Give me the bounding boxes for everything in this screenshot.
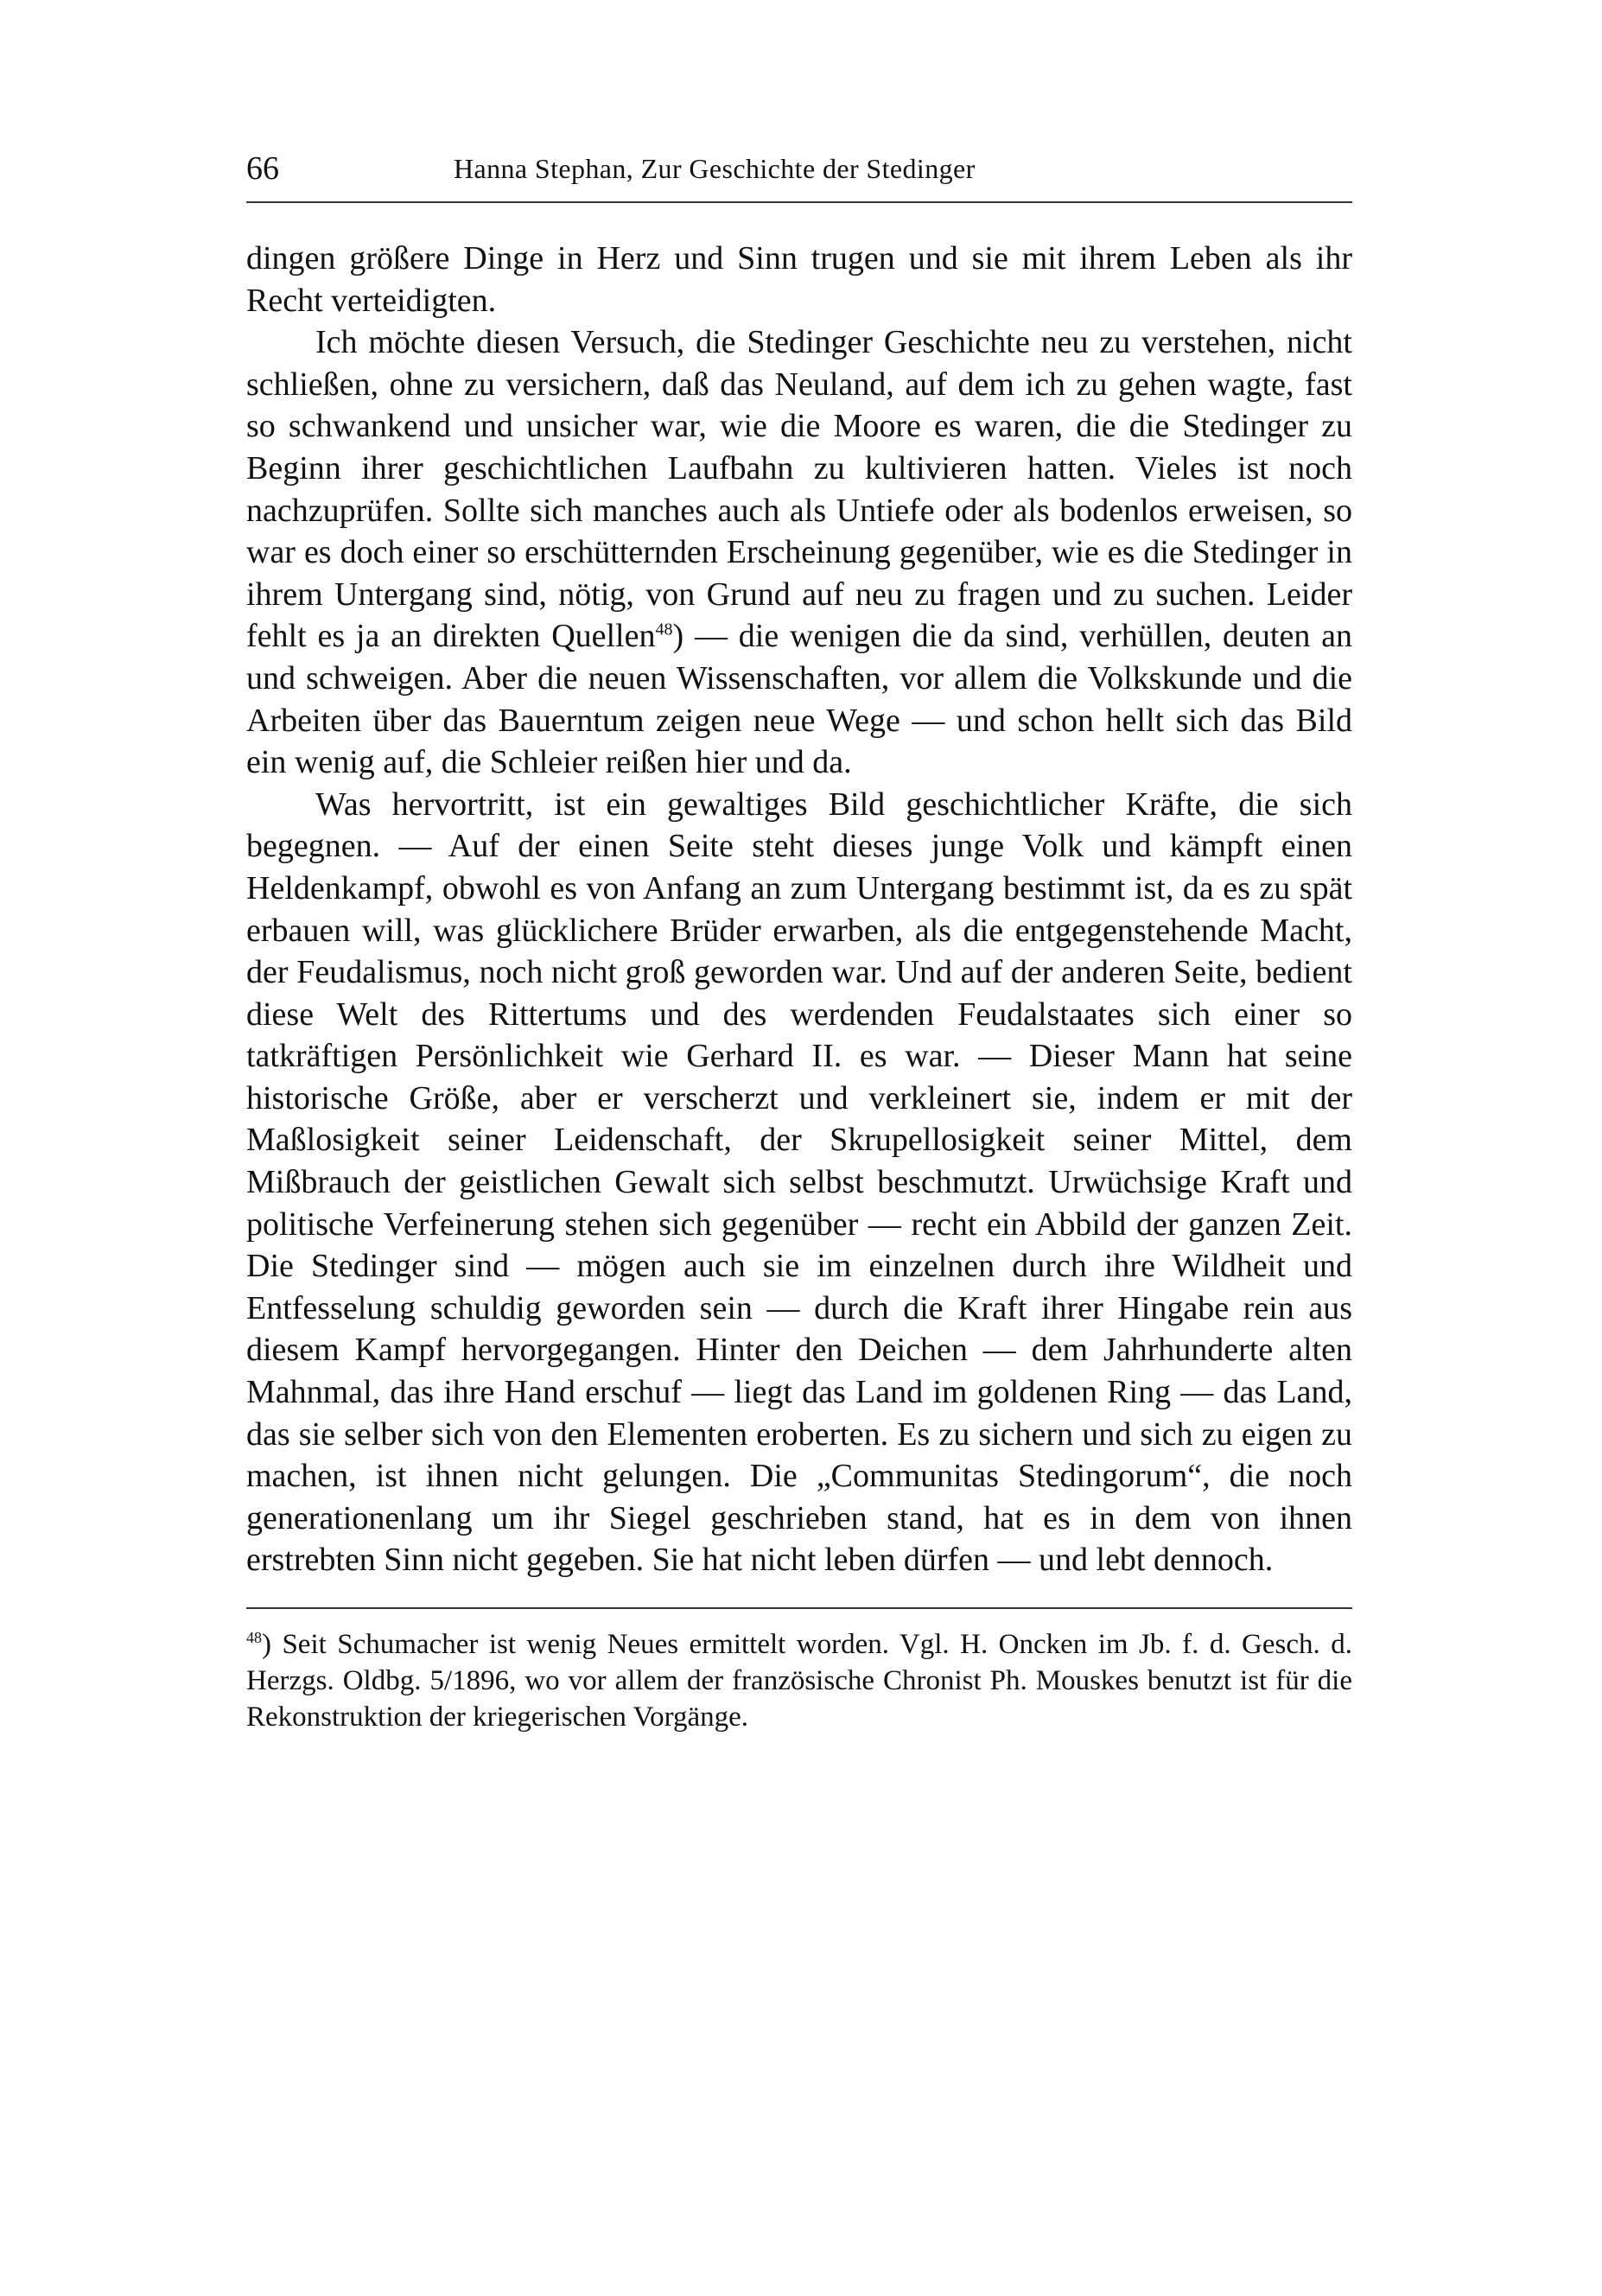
footnote-reference-48[interactable]: 48 bbox=[655, 620, 673, 639]
body-text bbox=[246, 238, 1352, 1581]
paragraph-1: dingen größere Dinge in Herz und Sinn trugen und sie mit ihrem Leben als ihr Recht verteidigten. bbox=[246, 240, 1352, 319]
page-number: 66 bbox=[246, 150, 279, 187]
paragraph-3: Was hervortritt, ist ein gewaltiges Bild geschichtlicher Kräfte, die sich begegnen. — Auf der einen Seite steht dieses junge Volk und kämpft einen Heldenkampf, obwohl es von Anfang an zum Untergang bestimmt ist, da es zu spät erbauen will, was glücklichere Brüder erwarben, als die entgegenstehende Macht, der Feudalismus, noch nicht groß geworden war. Und auf der anderen Seite, bedient diese Welt des Rittertums und des werdenden Feudalstaates sich einer so tatkräftigen Persönlichkeit wie Gerhard II. es war. — Dieser Mann hat seine historische Größe, aber er verscherzt und verkleinert sie, indem er mit der Maßlosigkeit seiner Leidenschaft, der Skrupellosigkeit seiner Mittel, dem Mißbrauch der geistlichen Gewalt sich selbst beschmutzt. Urwüchsige Kraft und politische Verfeinerung stehen sich gegenüber — recht ein Abbild der ganzen Zeit. Die Stedinger sind — mögen auch sie im einzelnen durch ihre Wildheit und Entfesselung schuldig geworden sein — durch die Kraft ihrer Hingabe rein aus diesem Kampf hervorgegangen. Hinter den Deichen — dem Jahrhunderte alten Mahnmal, das ihre Hand erschuf — liegt das Land im goldenen Ring — das Land, das sie selber sich von den Elementen eroberten. Es zu sichern und sich zu eigen zu machen, ist ihnen nicht gelungen. Die „Communitas Stedingorum“, die noch generationenlang um ihr Siegel geschrieben stand, hat es in dem von ihnen erstrebten Sinn nicht gegeben. Sie hat nicht leben dürfen — und lebt dennoch. bbox=[246, 785, 1352, 1579]
book-page bbox=[246, 143, 1352, 1735]
paragraph-2-text-before-note: Ich möchte diesen Versuch, die Stedinger Geschichte neu zu verstehen, nicht schließen, ohne zu versichern, daß das Neuland, auf dem ich zu gehen wagte, fast so schwankend und unsicher war, wie die Moore es waren, die die Stedinger zu Beginn ihrer geschichtlichen Laufbahn zu kultivieren hatten. Vieles ist noch nachzuprüfen. Sollte sich manches auch als Untiefe oder als bodenlos erweisen, so war es doch einer so erschütternden Erscheinung gegenüber, wie es die Stedinger in ihrem Untergang sind, nötig, von Grund auf neu zu fragen und zu suchen. Leider fehlt es ja an direkten Quellen bbox=[246, 324, 1352, 655]
header-rule bbox=[246, 201, 1352, 203]
footnote-divider bbox=[246, 1607, 1352, 1609]
paragraph-2-text-after-note: ) — die wenigen die da sind, verhüllen, deuten an und schweigen. Aber die neuen Wissenschaften, vor allem die Volkskunde und die Arbeiten über das Bauerntum zeigen neue Wege — und schon hellt sich das Bild ein wenig auf, die Schleier reißen hier und da. bbox=[246, 618, 1353, 781]
footnote-48 bbox=[246, 1626, 1352, 1735]
footnote-text: ) Seit Schumacher ist wenig Neues ermittelt worden. Vgl. H. Oncken im Jb. f. d. Gesch. d. Herzgs. Oldbg. 5/1896, wo vor allem der französische Chronist Ph. Mouskes benutzt ist für die Rekonstruktion der kriegerischen Vorgänge. bbox=[246, 1629, 1352, 1733]
footnotes bbox=[246, 1626, 1352, 1735]
paragraph-2 bbox=[246, 321, 1352, 784]
running-title: Hanna Stephan, Zur Geschichte der Stedinger bbox=[454, 153, 976, 184]
running-head bbox=[246, 143, 1352, 194]
footnote-marker: 48 bbox=[246, 1629, 262, 1646]
